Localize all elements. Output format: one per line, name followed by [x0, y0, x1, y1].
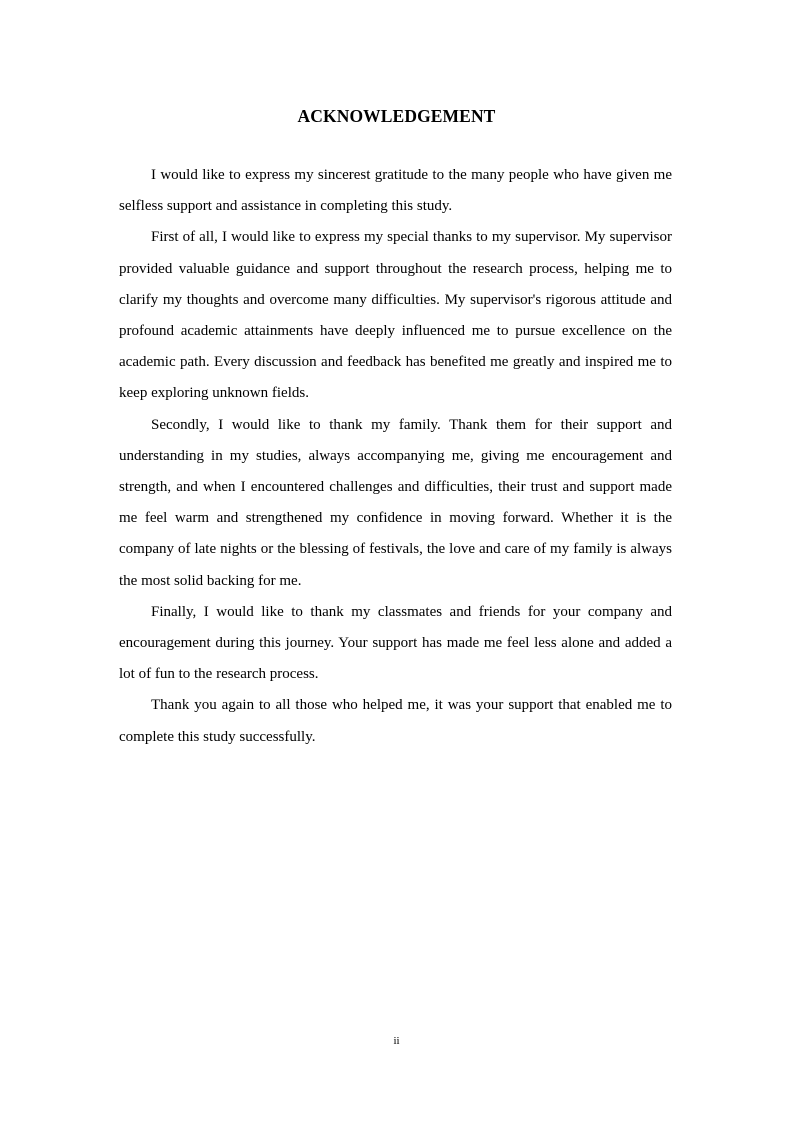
paragraph-family: Secondly, I would like to thank my family. Thank them for their support and understanding in my studies, always accompanying me, giving me encouragement and strength, and when I encountered challenges and difficulties, their trust and support made me feel warm and strengthened my confidence in moving forward. Whether it is the company of late nights or the blessing of festivals, the love and care of my family is always the most solid backing for me. [119, 416, 672, 589]
paragraph-friends: Finally, I would like to thank my classmates and friends for your company and encouragement during this journey. Your support has made me feel less alone and added a lot of fun to the research process. [119, 603, 672, 683]
page-number: ii [393, 1035, 400, 1047]
paragraph-intro: I would like to express my sincerest gratitude to the many people who have given me selfless support and assistance in completing this study. [119, 167, 672, 215]
paragraph-closing: Thank you again to all those who helped me, it was your support that enabled me to complete this study successfully. [119, 697, 672, 745]
acknowledgement-body [119, 160, 672, 753]
page-title: ACKNOWLEDGEMENT [297, 106, 496, 126]
paragraph-supervisor: First of all, I would like to express my special thanks to my supervisor. My supervisor provided valuable guidance and support throughout the research process, helping me to clarify my thoughts and overcome many difficulties. My supervisor's rigorous attitude and profound academic attainments have deeply influenced me to pursue excellence on the academic path. Every discussion and feedback has benefited me greatly and inspired me to keep exploring unknown fields. [119, 229, 672, 402]
